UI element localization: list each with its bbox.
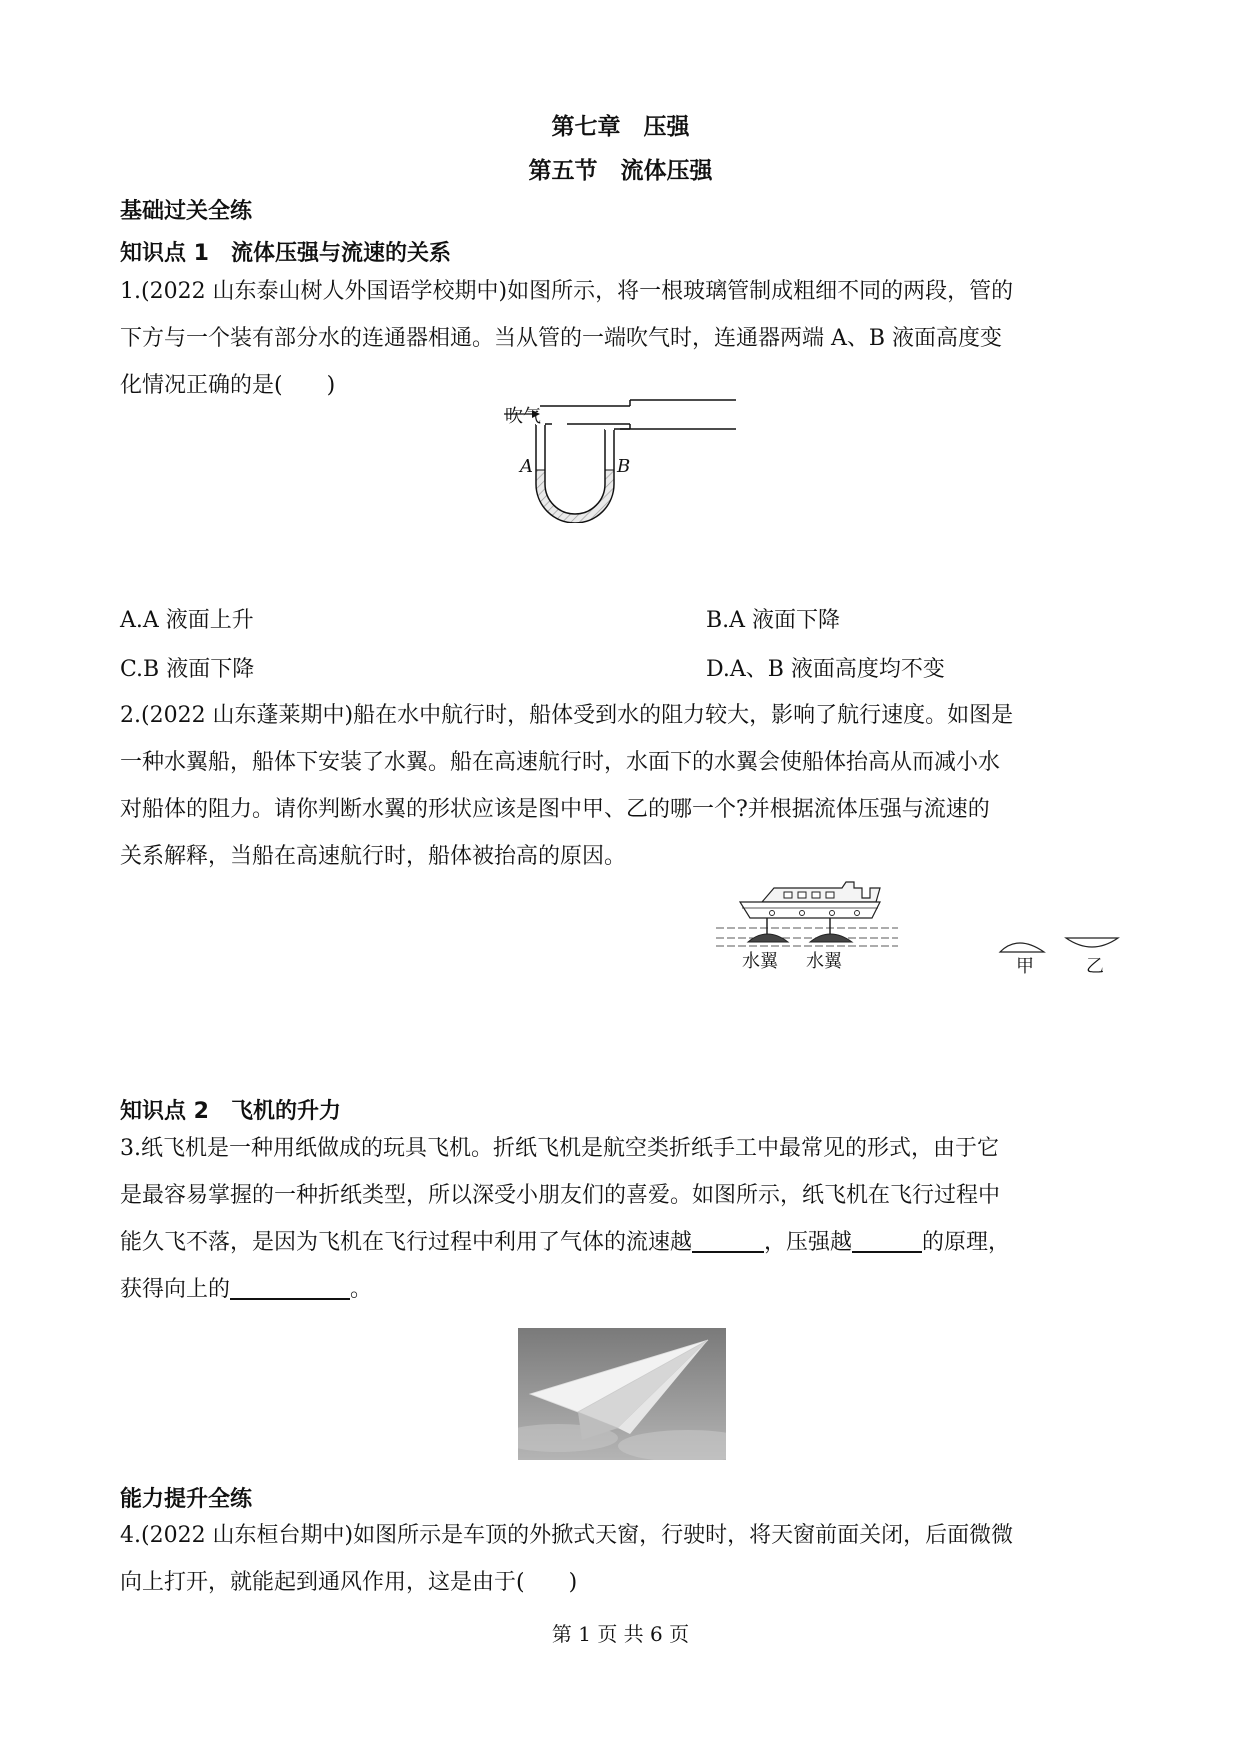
paper-plane-image — [518, 1328, 726, 1460]
q1-option-a: A.A 液面上升 — [120, 608, 254, 633]
question-3-text-part: 。 — [350, 1277, 373, 1302]
question-3-line: 3.纸飞机是一种用纸做成的玩具飞机。折纸飞机是航空类折纸手工中最常见的形式，由于它 — [120, 1136, 999, 1161]
answer-blank-1[interactable] — [692, 1229, 764, 1253]
section-title: 第五节 流体压强 — [528, 158, 713, 184]
question-2-line: 2.(2022 山东蓬莱期中)船在水中航行时，船体受到水的阻力较大，影响了航行速度。如图是 — [120, 703, 1014, 728]
question-3-text — [120, 1125, 1130, 1313]
shape-yi-label: 乙 — [1086, 956, 1104, 977]
part1-heading: 基础过关全练 — [120, 199, 253, 224]
question-3-line: 是最容易掌握的一种折纸类型，所以深受小朋友们的喜爱。如图所示，纸飞机在飞行过程中 — [120, 1183, 1001, 1208]
q1-option-c: C.B 液面下降 — [120, 657, 255, 682]
answer-blank-3[interactable] — [230, 1276, 350, 1300]
u-tube-figure — [440, 398, 740, 523]
question-3-line — [120, 1219, 1130, 1266]
question-3-text-part: 的原理， — [922, 1230, 1011, 1255]
hydrofoil-label-1: 水翼 — [742, 951, 778, 972]
question-2-line: 关系解释，当船在高速航行时，船体被抬高的原因。 — [120, 844, 627, 869]
knowledge-point-1-heading: 知识点 1 流体压强与流速的关系 — [120, 241, 451, 266]
question-3-text-part: ，压强越 — [764, 1230, 853, 1255]
question-4-text — [120, 1512, 1130, 1606]
question-2-text — [120, 692, 1130, 880]
shape-jia-label: 甲 — [1016, 956, 1034, 977]
question-1-text — [120, 268, 1130, 409]
question-3-text-part: 获得向上的 — [120, 1277, 231, 1302]
page-footer: 第 1 页 共 6 页 — [551, 1622, 690, 1646]
blow-label: 吹气 — [505, 406, 541, 427]
question-3-line — [120, 1266, 1130, 1313]
point-a-label: A — [520, 456, 533, 477]
q1-option-d: D.A、B 液面高度均不变 — [706, 657, 945, 682]
question-1-line: 1.(2022 山东泰山树人外国语学校期中)如图所示，将一根玻璃管制成粗细不同的两段，管的 — [120, 279, 1014, 304]
chapter-title: 第七章 压强 — [551, 114, 690, 140]
question-3-text-part: 能久飞不落，是因为飞机在飞行过程中利用了气体的流速越 — [120, 1230, 693, 1255]
question-1-line: 下方与一个装有部分水的连通器相通。当从管的一端吹气时，连通器两端 A、B 液面高度变 — [120, 326, 1003, 351]
point-b-label: B — [617, 456, 631, 477]
knowledge-point-2-heading: 知识点 2 飞机的升力 — [120, 1099, 341, 1124]
question-2-line: 一种水翼船，船体下安装了水翼。船在高速航行时，水面下的水翼会使船体抬高从而减小水 — [120, 750, 1001, 775]
answer-blank-2[interactable] — [852, 1229, 922, 1253]
q1-option-b: B.A 液面下降 — [706, 608, 841, 633]
question-1-line: 化情况正确的是( ) — [120, 373, 336, 398]
part2-heading: 能力提升全练 — [120, 1487, 253, 1512]
hydrofoil-label-2: 水翼 — [806, 951, 842, 972]
question-4-line: 4.(2022 山东桓台期中)如图所示是车顶的外掀式天窗，行驶时，将天窗前面关闭，后面微微 — [120, 1523, 1014, 1548]
question-4-line: 向上打开，就能起到通风作用，这是由于( ) — [120, 1570, 578, 1595]
question-2-line: 对船体的阻力。请你判断水翼的形状应该是图中甲、乙的哪一个?并根据流体压强与流速的 — [120, 797, 990, 822]
